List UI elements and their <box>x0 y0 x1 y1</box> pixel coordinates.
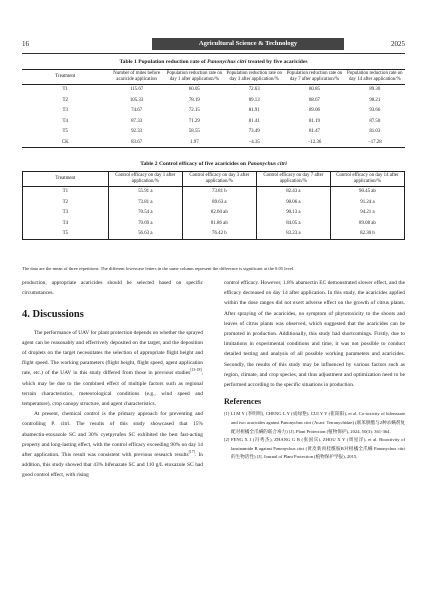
reference-item: [1] LI M Y (李明明), CHENG L Y (成绿艳), CUI Y Y (崔阳阳), et al. Co-toxicity of bifenazate and two acaricides against Panonychus citri (Acari: Tetranychidae) (联苯肼酯与2种杀螨剂复配对柑橘全爪螨的联合毒力) [J]. Plant Protection (植物保护), 2024, 50(3): 361-364. <box>224 411 405 434</box>
table-row <box>22 127 405 138</box>
value-cell: 60.05 <box>188 87 200 93</box>
citation: [13-18] <box>190 368 202 373</box>
citation: [17] <box>188 450 195 455</box>
publication-year: 2025 <box>391 40 405 48</box>
value-cell: 89.06 <box>308 108 320 114</box>
value-cell: 82.43 a <box>256 186 330 197</box>
journal-title-banner: Agricultural Science & Technology <box>152 38 344 50</box>
value-cell: 55.91 a <box>108 186 182 197</box>
table-row <box>23 229 405 240</box>
column-header: Treatment <box>23 172 109 187</box>
value-cell: 71.29 <box>188 118 200 124</box>
page-number: 16 <box>22 40 29 48</box>
paragraph: control efficacy. However, 1.8% abamectin EC demonstrated slower effect, and the efficacy decreased on day 14 after application. In this study, the acaricides applied within the dose ranges did not exert adverse effect on the growth of citrus plants. After spraying of the acaricides, no symptom of phytotoxicity to the shoots and leaves of citrus plants was observed, which suggested that the acaricides can be promoted in production. Additionally, this study had shortcomings. Firstly, due to limitations in experimental conditions and time, it was not possible to conduct detailed testing and analysis of all possible working parameters and acaricides. Secondly, the results of this study may be influenced by various factors such as region, climate, and crop species, and thus adjustment and optimization need to be performed according to the specific situations in production. <box>224 280 405 389</box>
value-cell: 115.67 <box>129 87 144 93</box>
table-row <box>22 95 405 106</box>
treatment-cell: T4 <box>23 218 109 229</box>
value-cell: 89.30 <box>369 87 381 93</box>
table-row <box>22 116 405 127</box>
treatment-cell: T3 <box>23 207 109 218</box>
value-cell: 93.66 <box>369 108 381 114</box>
table-row <box>23 207 405 218</box>
value-cell: 76.42 b <box>182 229 256 240</box>
value-cell: −12.36 <box>307 139 322 145</box>
value-cell: 83.23 a <box>256 229 330 240</box>
column-header: Control efficacy on day 14 after application/% <box>330 172 404 187</box>
value-cell: 1.97 <box>190 139 199 145</box>
treatment-cell: T2 <box>23 197 109 208</box>
column-header: Number of mites before acaricide application <box>113 71 161 82</box>
value-cell: 73.81 b <box>182 186 256 197</box>
value-cell: 89.08 ab <box>330 218 404 229</box>
value-cell: 92.33 <box>131 129 143 135</box>
value-cell: 81.91 <box>248 108 260 114</box>
treatment-cell: T5 <box>62 129 68 135</box>
right-text-column <box>224 278 405 462</box>
value-cell: 56.63 a <box>108 229 182 240</box>
table-row <box>23 186 405 197</box>
value-cell: 73.49 <box>248 129 260 135</box>
column-header: Control efficacy on day 3 after application/% <box>182 172 256 187</box>
paragraph: The performance of UAV for plant protection depends on whether the sprayed agent can be reasonably and effectively deposited on the target, and the deposition of droplets on the target necessitates the selection of appropriate flight height and flight speed. The working parameters (flight height, flight speed, agent application rate, etc.) of the UAV in this study differed from those in previous studies[13-18], which may be due to the combined effect of multiple factors such as regional terrain characteristics, meteorological conditions (e.g., wind speed and temperature), crop canopy structure, and agent characteristics. <box>22 329 203 408</box>
value-cell: 81.86 ab <box>182 218 256 229</box>
value-cell: 89.13 <box>248 97 260 103</box>
value-cell: 88.67 <box>308 97 320 103</box>
section-heading: 4. Discussions <box>22 309 84 321</box>
value-cell: 83.67 <box>131 139 143 145</box>
value-cell: −17.28 <box>367 139 382 145</box>
value-cell: 94.21 a <box>330 207 404 218</box>
column-header: Population reduction rate on day 14 after application/% <box>347 71 403 82</box>
value-cell: 90.06 a <box>256 197 330 208</box>
table-row <box>22 84 405 95</box>
column-header: Control efficacy on day 7 after application/% <box>256 172 330 187</box>
treatment-cell: CK <box>61 139 69 145</box>
value-cell: 89.63 a <box>182 197 256 208</box>
value-cell: 91.24 a <box>330 197 404 208</box>
value-cell: 105.33 <box>129 97 144 103</box>
value-cell: 74.67 <box>131 108 143 114</box>
treatment-cell: T3 <box>62 108 68 114</box>
treatment-cell: T5 <box>23 229 109 240</box>
treatment-cell: T1 <box>62 87 68 93</box>
column-header: Treatment <box>55 73 76 79</box>
value-cell: 87.33 <box>131 118 143 124</box>
treatment-cell: T2 <box>62 97 68 103</box>
treatment-cell: T4 <box>62 118 68 124</box>
value-cell: 90.45 ab <box>330 186 404 197</box>
column-header: Population reduction rate on day 3 after application/% <box>226 71 282 82</box>
table-header-row <box>23 172 405 187</box>
value-cell: 82.60 ab <box>182 207 256 218</box>
value-cell: 73.81 a <box>108 197 182 208</box>
column-header: Population reduction rate on day 1 after application/% <box>166 71 223 82</box>
value-cell: 72.15 <box>188 108 200 114</box>
value-cell: 81.03 <box>369 129 381 135</box>
value-cell: 90.13 a <box>256 207 330 218</box>
table-footnote: The data are the mean of three repetitions. The different lowercase letters in the same column represent the difference is significant at the 0.05 level. <box>22 266 295 271</box>
table-row <box>23 218 405 229</box>
value-cell: 82.30 b <box>330 229 404 240</box>
value-cell: 81.41 <box>248 118 260 124</box>
table-row <box>22 137 405 148</box>
header-rule <box>22 53 405 54</box>
value-cell: 70.69 a <box>108 218 182 229</box>
value-cell: 58.55 <box>188 129 200 135</box>
value-cell: 70.54 a <box>108 207 182 218</box>
population-reduction-table <box>22 69 405 148</box>
reference-item: [2] FENG X J (冯秀杰), ZHANG G B (张国宾), ZHOU X Y (周星洋), et al. Bioactivity of lansinamide B against Panonychus citri (黄皮新肉桂酰胺B对柑橘全爪螨 Panonychus citri 的生物活性) [J]. Journal of Plant Protection (植物保护学报), 2015, <box>224 437 405 460</box>
paragraph: production, appropriate acaricides should be selected based on specific circumstances. <box>22 280 203 297</box>
value-cell: 81.47 <box>308 129 320 135</box>
value-cell: 84.05 a <box>256 218 330 229</box>
references-heading: References <box>224 397 262 407</box>
left-text-column <box>22 278 203 481</box>
column-header: Population reduction rate on day 7 after application/% <box>286 71 343 82</box>
table-header-row <box>22 70 405 85</box>
control-efficacy-table <box>22 171 405 240</box>
value-cell: 87.50 <box>369 118 381 124</box>
value-cell: 80.85 <box>308 87 320 93</box>
table2-caption: Table 2 Control efficacy of five acaricides on Panonychus citri <box>140 161 287 167</box>
table-row <box>22 105 405 116</box>
paragraph: At present, chemical control is the primary approach for preventing and controlling P. citri. The results of this study showcased that 15% abamectin·etoxazole SC and 30% cyetpyrafen SC exhibited the best fast-acting property and long-lasting effect, with the control efficacy exceeding 90% on day 14 after application. This result was consistent with previous research results[17]. In addition, this study showed that 43% bifenazate SC and 110 g/L etoxazole SC had good control effect, with rising <box>22 411 203 479</box>
value-cell: 81.19 <box>308 118 320 124</box>
column-header: Control efficacy on day 1 after application/% <box>108 172 182 187</box>
table1-caption: Table 1 Population reduction rate of Panonychus citri treated by five acaricides <box>119 59 308 65</box>
value-cell: −4.35 <box>248 139 260 145</box>
value-cell: 90.21 <box>369 97 381 103</box>
table-row <box>23 197 405 208</box>
value-cell: 72.63 <box>248 87 260 93</box>
treatment-cell: T1 <box>23 186 109 197</box>
value-cell: 78.19 <box>188 97 200 103</box>
